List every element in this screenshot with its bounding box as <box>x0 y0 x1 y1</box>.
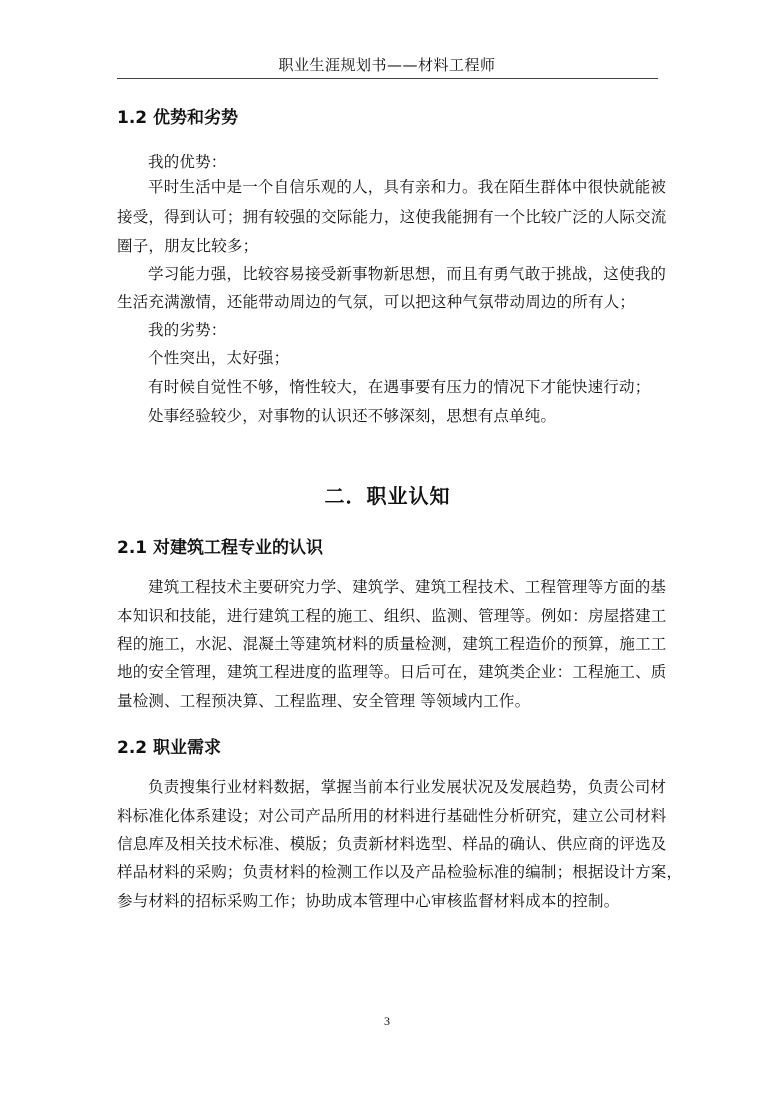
paragraph-line: 负责搜集行业材料数据，掌握当前本行业发展状况及发展趋势，负责公司材 <box>148 778 667 796</box>
paragraph-line: 程的施工，水泥、混凝土等建筑材料的质量检测，建筑工程造价的预算，施工工 <box>117 635 667 653</box>
paragraph-line: 圈子，朋友比较多； <box>117 237 259 255</box>
paragraph-line: 生活充满激情，还能带动周边的气氛，可以把这种气氛带动周边的所有人； <box>117 293 636 311</box>
paragraph-line: 接受，得到认可；拥有较强的交际能力，这使我能拥有一个比较广泛的人际交流 <box>117 208 667 226</box>
paragraph-line: 信息库及相关技术标准、模版；负责新材料选型、样品的确认、供应商的评选及 <box>117 835 667 853</box>
paragraph-line: 地的安全管理，建筑工程进度的监理等。日后可在，建筑类企业：工程施工、质 <box>117 663 667 681</box>
page-number: 3 <box>384 1014 390 1028</box>
paragraph-line: 我的劣势： <box>148 321 227 339</box>
paragraph-line: 参与材料的招标采购工作；协助成本管理中心审核监督材料成本的控制。 <box>117 892 620 910</box>
paragraph-line: 平时生活中是一个自信乐观的人，具有亲和力。我在陌生群体中很快就能被 <box>148 178 667 196</box>
paragraph-line: 量检测、工程预决算、工程监理、安全管理 等领域内工作。 <box>117 692 531 710</box>
chapter-2-heading: 二．职业认知 <box>324 484 451 508</box>
paragraph-line: 处事经验较少，对事物的认识还不够深刻，思想有点单纯。 <box>148 407 557 425</box>
section-2-1-heading: 2.1 对建筑工程专业的认识 <box>117 538 324 558</box>
paragraph-line: 有时候自觉性不够，惰性较大，在遇事要有压力的情况下才能快速行动； <box>148 378 651 396</box>
paragraph-line: 建筑工程技术主要研究力学、建筑学、建筑工程技术、工程管理等方面的基 <box>148 578 667 596</box>
header-title: 职业生涯规划书——材料工程师 <box>278 56 496 74</box>
paragraph-line: 样品材料的采购；负责材料的检测工作以及产品检验标准的编制；根据设计方案， <box>117 863 683 881</box>
section-1-2-heading: 1.2 优势和劣势 <box>117 108 239 128</box>
paragraph-line: 我的优势： <box>148 153 227 171</box>
paragraph-line: 料标准化体系建设；对公司产品所用的材料进行基础性分析研究，建立公司材料 <box>117 807 667 825</box>
paragraph-line: 学习能力强，比较容易接受新事物新思想，而且有勇气敢于挑战，这使我的 <box>148 265 667 283</box>
header-divider <box>117 78 658 79</box>
section-2-2-heading: 2.2 职业需求 <box>117 738 222 758</box>
paragraph-line: 本知识和技能，进行建筑工程的施工、组织、监测、管理等。例如：房屋搭建工 <box>117 607 667 625</box>
paragraph-line: 个性突出，太好强； <box>148 349 290 367</box>
